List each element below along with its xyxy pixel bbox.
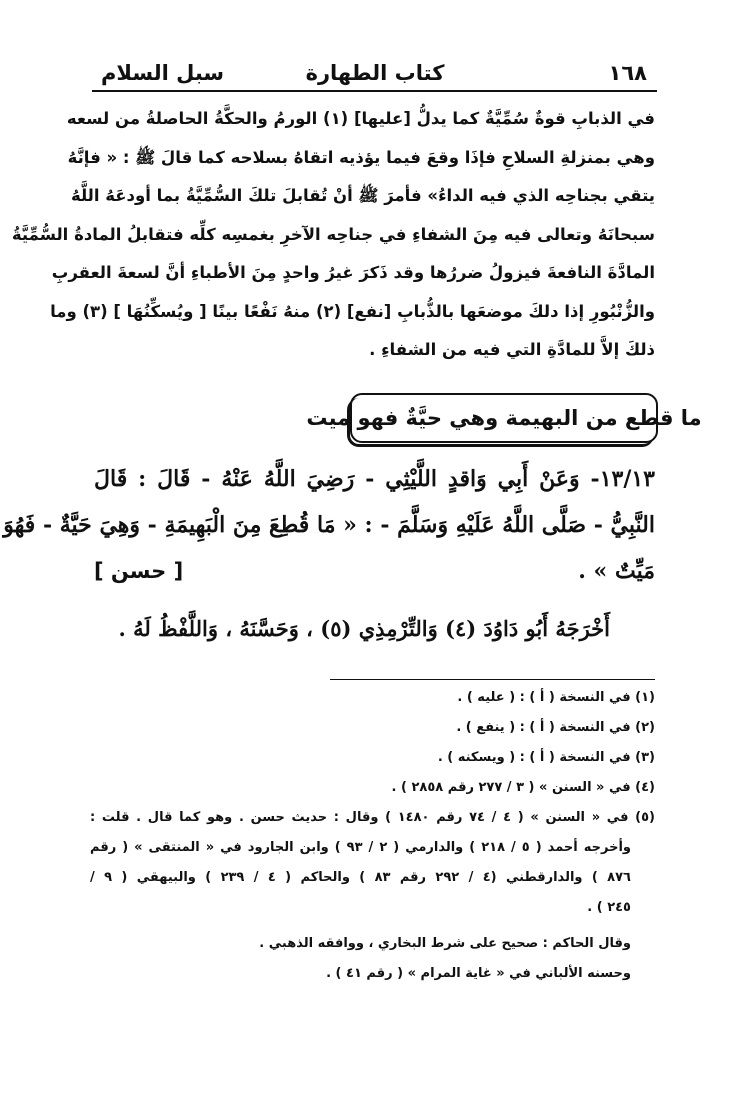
hadith-line: ١٣/١٣- وَعَنْ أَبِي وَاقدٍ اللَّيْثِي - رَضِيَ اللَّهُ عَنْهُ - قَالَ : قَالَ	[94, 466, 655, 492]
paragraph-line: ذلكَ إلاَّ للمادَّةِ التي فيه من الشفاءِ .	[369, 340, 655, 359]
header-divider	[92, 90, 657, 92]
footnotes	[90, 683, 655, 989]
book-title: سبل السلام	[101, 61, 225, 85]
footnote: (٢) في النسخة ( أ ) : ( ينفع ) .	[456, 720, 655, 735]
hadith-line-final	[94, 548, 655, 594]
page-number: ١٦٨	[608, 61, 647, 85]
hadith-line: النَّبِيُّ - صَلَّى اللَّهُ عَلَيْهِ وَسَلَّمَ - : « مَا قُطِعَ مِنَ الْبَهِيمَةِ - وَهِيَ حَيَّةٌ - فَهُوَ	[3, 512, 655, 538]
footnote: (٤) في « السنن » ( ٣ / ٢٧٧ رقم ٢٨٥٨ ) .	[391, 780, 655, 795]
footnote: (١) في النسخة ( أ ) : ( عليه ) .	[457, 690, 655, 705]
paragraph-line: المادَّةَ النافعةَ فيزولُ ضررُها وقد ذَكرَ غيرُ واحدٍ مِنَ الأطباءِ أنَّ لسعةَ العقربِ	[51, 263, 655, 282]
footnote: (٥) في « السنن » ( ٤ / ٧٤ رقم ١٤٨٠ ) وقال : حديث حسن . وهو كما قال . قلت :	[90, 810, 655, 825]
chapter-title: كتاب الطهارة	[305, 61, 445, 85]
hadith-text	[3, 456, 655, 594]
hadith-takhrij: أَخْرَجَهُ أَبُو دَاوُدَ (٤) وَالتِّرْمِذِي (٥) ، وَحَسَّنَهُ ، وَاللَّفْظُ لَهُ .	[118, 616, 610, 641]
commentary-paragraph	[11, 100, 655, 370]
footnote-continuation: وحسنه الألباني في « غاية المرام » ( رقم ٤١ ) .	[326, 966, 631, 981]
hadith-line: مَيِّتٌ » .	[578, 558, 655, 584]
paragraph-line: وهي بمنزلةِ السلاحِ فإذَا وقعَ فيما يؤذيه اتقاهُ بسلاحه كما قالَ ﷺ : « فإنَّهُ	[67, 147, 655, 167]
paragraph-line: في الذبابِ قوةٌ سُمِّيَّةٌ كما يدلُّ [عليها] (١) الورمُ والحكَّةُ الحاصلةُ من لسعه	[66, 109, 655, 128]
paragraph-line: سبحانَهُ وتعالى فيه مِنَ الشفاءِ في جناحِه الآخرِ بغمسِه كلِّه فتقابلُ المادةُ السُّمِّيَّةُ	[11, 224, 655, 244]
footnote: (٣) في النسخة ( أ ) : ( ويسكنه ) .	[437, 750, 655, 765]
footnote-continuation: ٢٤٥ ) .	[587, 900, 631, 915]
hadith-grade: [ حسن ]	[94, 559, 184, 583]
section-heading-box	[306, 393, 702, 443]
running-header	[95, 56, 655, 90]
footnote-continuation: وأخرجه أحمد ( ٥ / ٢١٨ ) والدارمي ( ٢ / ٩٣ ) وابن الجارود في « المنتقى » ( رقم	[90, 840, 631, 855]
footnote-continuation: وقال الحاكم : صحيح على شرط البخاري ، ووافقه الذهبي .	[259, 936, 631, 951]
footnote-divider	[330, 679, 655, 680]
footnote-continuation: ٨٧٦ ) والدارقطني (٤ / ٢٩٢ رقم ٨٣ ) والحاكم ( ٤ / ٢٣٩ ) والبيهقي ( ٩ /	[90, 870, 631, 885]
section-heading: ما قطع من البهيمة وهي حيَّةٌ فهو ميت	[306, 406, 702, 430]
paragraph-line: يتقي بجناحِه الذي فيه الداءُ» فأمرَ ﷺ أنْ تُقابلَ تلكَ السُّمِّيَّةُ بما أودعَهُ اللَّهُ	[70, 186, 655, 205]
paragraph-line: والزُّنْبُورِ إذا دلكَ موضعَها بالذُّبابِ [نفع] (٢) منهُ نَفْعًا بينًا [ ويُسكِّنُهَا ] (٣) وما	[50, 301, 655, 321]
